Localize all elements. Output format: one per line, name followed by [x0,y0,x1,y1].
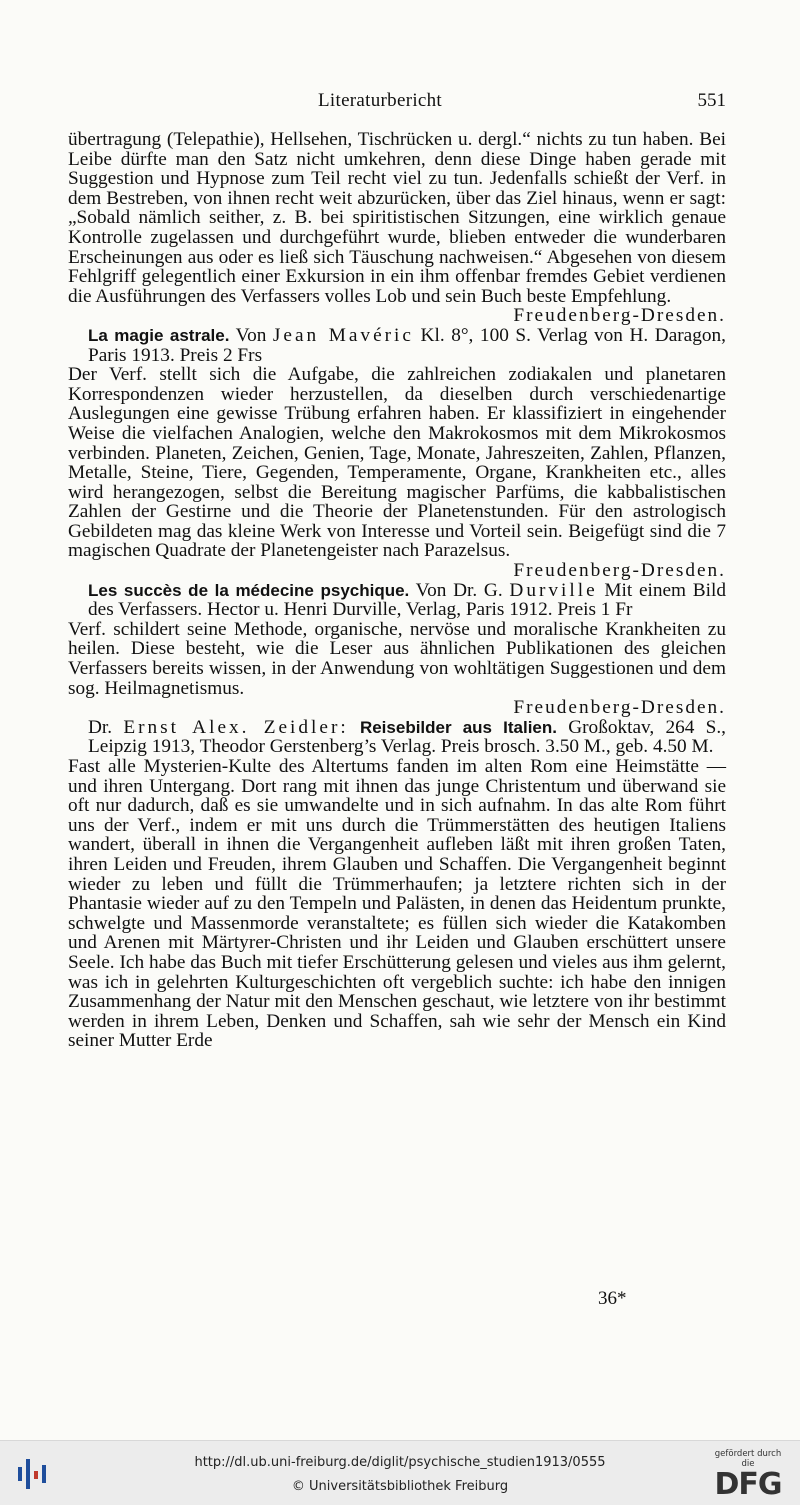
sheet-signature-mark: 36* [598,1288,627,1309]
dfg-logo [708,1449,788,1502]
book-title: Les succès de la médecine psychique. [88,580,410,600]
bibliographic-info: Mit einem Bild des Verfassers. Hector u. Henri Durville, Verlag, Paris 1912. Preis 1 Fr [88,579,726,621]
review-entry-heading: La magie astrale. Von Jean Mavéric Kl. 8°, 100 S. Verlag von H. Daragon, Paris 1913. Preis 2 Frs [88,324,726,366]
running-header [68,88,728,118]
running-title: Literaturbericht [318,90,443,111]
book-author: Ernst Alex. Zeidler: [123,716,349,738]
review-paragraph: Der Verf. stellt sich die Aufgabe, die zahlreichen zodiakalen und planetaren Korrespondenzen wieder herzustellen, da dieselben durch verschiedenartige Auslegungen eine gewisse Trübung erfahren haben. Er klassifiziert in eingehender Weise die vielfachen Analogien, welche den Makrokosmos mit dem Mikrokosmos verbinden. Planeten, Zeichen, Genien, Tage, Monate, Jahreszeiten, Zahlen, Pflanzen, Metalle, Steine, Tiere, Gegenden, Temperamente, Organe, Krankheiten etc., alles wird herangezogen, selbst die Bereitung magischer Parfüms, die kabbalistischen Zahlen der Gestirne und die Theorie der Planetenstunden. Für den astrologisch Gebildeten mag das kleine Werk von Interesse und Vorteil sein. Beigefügt sind die 7 magischen Quadrate der Planetengeister nach Parazelsus. Freudenberg-Dresden. [68,364,726,582]
viewer-footer [0,1440,800,1505]
book-author: Jean Mavéric [272,324,414,346]
page-number: 551 [697,90,726,111]
permalink-url[interactable]: http://dl.ub.uni-freiburg.de/diglit/psychische_studien1913/0555 [194,1455,606,1470]
bibliographic-info: Großoktav, 264 S., Leipzig 1913, Theodor Gerstenberg’s Verlag. Preis brosch. 3.50 M., geb. 4.50 M. [88,716,726,758]
body-text [68,130,726,1051]
review-entry-heading: Dr. Ernst Alex. Zeidler: Reisebilder aus Italien. Großoktav, 264 S., Leipzig 1913, Theodor Gerstenberg’s Verlag. Preis brosch. 3.50 M., geb. 4.50 M. [88,716,726,758]
book-author: Durville [509,579,598,601]
reviewer-signature: Freudenberg-Dresden. [513,697,726,719]
reviewer-signature: Freudenberg-Dresden. [513,305,726,327]
review-paragraph: Verf. schildert seine Methode, organische, nervöse und moralische Krankheiten zu heilen. Diese besteht, wie die Leser aus ähnlichen Publikationen des gleichen Verfassers bereits wissen, in der Anwendung von wohltätigen Suggestionen und dem sog. Heilmagnetismus. Freudenberg-Dresden. [68,618,726,719]
book-title: Reisebilder aus Italien. [359,717,557,737]
reviewer-signature: Freudenberg-Dresden. [513,560,726,582]
book-title: La magie astrale. [88,325,230,345]
dfg-logo-caption: gefördert durch die [714,1449,782,1469]
copyright-notice: © Universitätsbibliothek Freiburg [291,1479,509,1494]
bibliographic-info: Kl. 8°, 100 S. Verlag von H. Daragon, Paris 1913. Preis 2 Frs [88,324,726,366]
dfg-logo-text: DFG [714,1467,782,1502]
review-paragraph: Fast alle Mysterien-Kulte des Altertums fanden im alten Rom eine Heimstätte — und ihren Untergang. Dort rang mit ihnen das junge Christentum und überwand sie oft nur dadurch, daß es sie umwandelte und in sich aufnahm. In das alte Rom führt uns der Verf., indem er mit uns durch die Trümmerstätten des heutigen Italiens wandert, überall in ihnen die Vergangenheit aufleben läßt mit ihren großen Taten, ihren Leiden und Freuden, ihrem Glauben und Schaffen. Die Vergangenheit beginnt wieder zu leben und füllt die Trümmerhaufen; ja letztere richten sich in der Phantasie wieder auf zu den Tempeln und Palästen, in denen das Heidentum prunkte, schwelgte und Massenmorde veranstaltete; es füllen sich wieder die Katakomben und Arenen mit Märtyrer-Christen und ihr Leiden und Glauben erschüttert unsere Seele. Ich habe das Buch mit tiefer Erschütterung gelesen und vieles aus ihm gelernt, was ich in gelehrten Kulturgeschichten oft vergeblich suchte: ich habe den innigen Zusammenhang der Natur mit den Menschen geschaut, wie letztere von ihr bestimmt werden in ihrem Leben, Denken und Schaffen, sah wie sehr der Mensch ein Kind seiner Mutter Erde [68,756,726,1052]
review-entry-heading: Les succès de la médecine psychique. Von Dr. G. Durville Mit einem Bild des Verfassers. Hector u. Henri Durville, Verlag, Paris 1912. Preis 1 Fr [88,579,726,621]
continuation-paragraph: übertragung (Telepathie), Hellsehen, Tischrücken u. dergl.“ nichts zu tun haben. Bei Leibe dürfte man den Satz nicht umkehren, denn diese Dinge haben gerade mit Suggestion und Hypnose zum Teil recht viel zu tun. Jedenfalls schießt der Verf. in dem Bestreben, von ihnen recht weit abzurücken, über das Ziel hinaus, wenn er sagt: „Sobald nämlich seither, z. B. bei spiritistischen Sitzungen, eine wirklich genaue Kontrolle zugelassen und durchgeführt wurde, blieben entweder die wunderbaren Erscheinungen aus oder es ließ sich Täuschung nachweisen.“ Abgesehen von diesem Fehlgriff gelegentlich einer Exkursion in ein ihm offenbar fremdes Gebiet verdienen die Ausführungen des Verfassers volles Lob und sein Buch beste Empfehlung. Freudenberg-Dresden. [68,129,726,327]
